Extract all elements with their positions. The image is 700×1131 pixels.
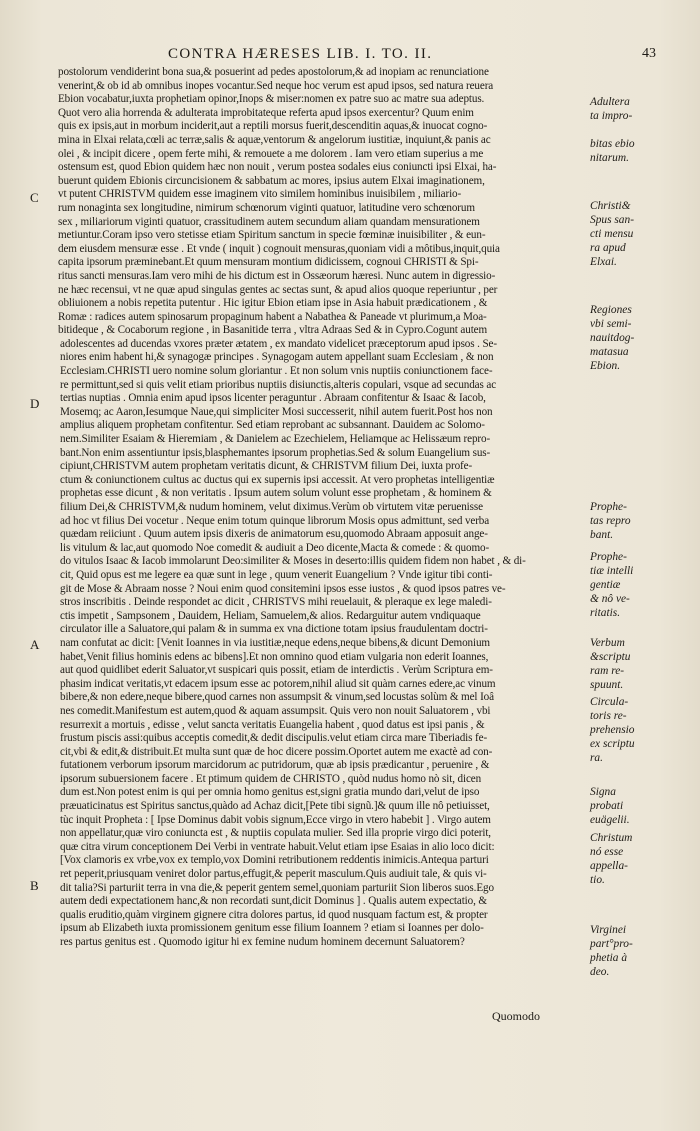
- text-line: dem eiusdem mensuræ esse . Et vnde ( inquit ) cognouit mensuras,quoniam vidi a môtibus,inquit,quia: [58, 242, 500, 255]
- margin-note: nauitdog-: [590, 332, 635, 344]
- margin-note: tiæ intelli: [590, 565, 634, 577]
- text-line: resurrexit a mortuis , edisse , velut sancta veritatis Euangelia habent , quod datus est ipsi panis , &: [60, 718, 485, 731]
- text-line: circulator ille a Saluatore,qui palam & in summa ex vna dictione totam ipsius fraudulentam doctri-: [60, 623, 488, 636]
- margin-note: &scriptu: [590, 651, 631, 663]
- margin-note: tas repro: [590, 515, 631, 527]
- text-line: adolescentes ad ducendas vxores præter ætatem , ex mandato videlicet præceptorum apud ipsos . Se-: [60, 337, 497, 350]
- margin-note: part°pro-: [590, 938, 633, 950]
- text-line: git de Mose & Abraam nosse ? Noui enim quod consitemini ipsos esse iustos , & quod ipsos patres ve-: [60, 582, 506, 595]
- text-line: metiuntur.Coram ipso vero stetisse etiam Spiritum sanctum in specie fœminæ inuisibiliter , & eun-: [58, 229, 486, 242]
- text-line: dit talia?Si parturiit terra in vna die,& peperit gentem semel,quoniam parturiit Sion liberos suos.Ego: [60, 881, 494, 894]
- text-line: quis ex ipsis,aut in morbum inciderit,aut a reptili morsus fuerit,descenditin aquas,& inuocat cogno-: [58, 120, 488, 133]
- text-line: ostensum est, quod Ebion quidem hæc non nouit , verum postea sodales eius coniuncti ipsi Elxai, ha-: [58, 161, 497, 174]
- margin-note: tio.: [590, 874, 605, 886]
- margin-note: ex scriptu: [590, 738, 635, 750]
- text-line: qualis eruditio,quàm virginem gignere citra dolores partus, id quod nusquam factum est, & propter: [60, 908, 488, 921]
- text-line: venerint,& ob id ab omnibus inopes vocantur.Sed neque hoc verum est apud ipsos, sed natura reuera: [58, 79, 494, 92]
- text-line: [Vox clamoris ex vrbe,vox ex templo,vox Domini retributionem reddentis inimicis.Antequa parturi: [60, 854, 489, 867]
- section-letter-b: B: [30, 878, 39, 893]
- text-line: nem.Similiter Esaiam & Hieremiam , & Danielem ac Ezechielem, Heliamque ac Helissæum repro-: [60, 433, 491, 446]
- margin-note: vbi semi-: [590, 318, 632, 330]
- text-line: quædam reiiciunt . Quum autem ipsis dixeris de animatorum esu,quomodo Abraam apposuit ange-: [60, 528, 488, 541]
- margin-note: ra.: [590, 752, 603, 764]
- margin-note: ta impro-: [590, 110, 633, 122]
- text-line: frustum piscis assi:quibus acceptis comedit,& dedit discipulis.velut etiam circa mare Tiberiadis fe-: [60, 732, 488, 745]
- text-line: ipsum ab Elizabeth iuxta promissionem genitum esse filium Ioannem ? etiam si Ioannes per dolo-: [60, 922, 484, 935]
- text-line: buerunt quidem Ebionis circuncisionem & sabbatum ac mores, ipsius autem Elxai imaginationem,: [58, 174, 485, 187]
- text-line: res partus genitus est . Quomodo igitur hi ex femine nudum hominem decernunt Saluatorem?: [60, 936, 465, 948]
- margin-note: ritatis.: [590, 607, 621, 619]
- text-line: amplius aliquem prophetam confitentur. Sed etiam reprobant ac subsannant. Dauidem ac Solomo-: [60, 419, 485, 432]
- text-line: mina in Elxai relata,cœli ac terræ,salis & aquæ,ventorum & angelorum iustitiæ, inquiunt,& panis ac: [58, 133, 491, 146]
- margin-note: Elxai.: [590, 256, 617, 268]
- text-line: quæ citra virum conceptionem Dei Verbi in ventrate habuit.Velut etiam ipse Esaias in alio loco dicit:: [60, 840, 495, 853]
- text-line: bitideque , & Cocaborum regione , in Basanitide terra , vltra Adraas Sed & in Cypro.Cogunt autem: [58, 324, 488, 337]
- margin-note: Christum: [590, 832, 633, 844]
- margin-note: probati: [590, 800, 624, 812]
- text-line: bant.Non enim assentiuntur ipsis,blasphemantes ipsorum prophetias.Sed & solum Euangelium sus-: [60, 446, 491, 459]
- catchword: Quomodo: [492, 1009, 540, 1023]
- text-line: cipiunt,CHRISTVM autem prophetam veritatis dicunt, & CHRISTVM filium Dei, iuxta profe-: [60, 460, 473, 473]
- margin-note: appella-: [590, 860, 628, 872]
- text-line: prophetas esse dicunt , & non veritatis . Ipsum autem solum volunt esse prophetam , & hominem &: [60, 487, 492, 500]
- margin-note: Virginei: [590, 924, 627, 936]
- text-line: Romæ : radices autem spinosarum propaginum habent a Nabathea & Paneade vt plurimum,a Moa-: [58, 310, 487, 323]
- margin-note: ram re-: [590, 665, 625, 677]
- margin-note: deo.: [590, 966, 610, 978]
- margin-note: cti mensu: [590, 228, 634, 240]
- margin-note: bitas ebio: [590, 138, 635, 150]
- margin-note: phetia à: [590, 952, 628, 964]
- main-text-block: [58, 66, 584, 950]
- margin-note: ra apud: [590, 242, 626, 254]
- margin-note: Regiones: [590, 304, 632, 316]
- margin-note: gentiæ: [590, 579, 621, 591]
- text-line: Quot vero alia horrenda & adulterata improbitateque referta apud ipsos exercentur? Quum enim: [58, 106, 474, 119]
- text-line: ipsorum subuersionem facere . Et ptimum quidem de CHRISTO , quòd nudus homo nò sit, dicen: [60, 772, 482, 785]
- text-line: niores enim habent hi,& synagogæ principes . Synagogam autem appellant suam Ecclesiam , & non: [60, 351, 494, 364]
- margin-note: euägelii.: [590, 814, 630, 826]
- text-line: stros inscribitis . Deinde respondet ac dicit , CHRISTVS mihi reuelauit, & pleraque ex lege maledi-: [60, 596, 492, 609]
- section-letter-a: A: [30, 637, 40, 652]
- text-line: vt putent CHRISTVM quidem esse imaginem vito similem hominibus inuisibilem , miliario-: [58, 188, 462, 201]
- text-line: filium Dei,& CHRISTVM,& nudum hominem, velut diximus.Verùm ob virtutem vitæ peruenisse: [60, 501, 483, 513]
- section-letter-d: D: [30, 396, 40, 411]
- text-line: capita ipsorum præminebant.Et quum mensuram montium didicissem, cognoui CHRISTI & Spi-: [58, 256, 479, 269]
- text-line: do vitulos Isaac & Iacob immolarunt Deo:similiter & Moses in deserto:illis quidem fidem non habet , & di-: [60, 555, 526, 568]
- text-line: cit,vbi & edit,& distribuit.Et multa sunt quæ de hoc dicere possim.Oportet autem me exactè ad con-: [60, 745, 493, 758]
- margin-note: nitarum.: [590, 152, 629, 164]
- text-line: ritus sancti mensuras.Iam vero mihi de his dictum est in Ossæorum hæresi. Nunc autem in digressio-: [58, 269, 496, 282]
- margin-note: prehensio: [590, 724, 635, 736]
- text-line: ad hoc vt filius Dei vocetur . Neque enim totum quinque librorum Mosis opus admittunt, sed verba: [60, 514, 490, 527]
- text-line: rum nonaginta sex longitudine, nimirum schœnorum viginti quatuor, latitudine vero schœnorum: [58, 201, 475, 214]
- text-line: lis vitulum & lac,aut quomodo Noe comedit & audiuit a Deo dicente,Macta & comede : & quomo-: [60, 541, 490, 554]
- text-line: autem dedi expectationem hanc,& non recordati sunt,dicit Dominus ] . Qualis autem expectatio, &: [60, 895, 487, 908]
- header-rule: [58, 64, 643, 65]
- text-line: ret peperit,priusquam veniret dolor partus,effugit,& peperit masculum.Quis audiuit tale, & quis vi-: [60, 868, 487, 881]
- margin-note: Signa: [590, 786, 616, 798]
- margin-note: toris re-: [590, 710, 627, 722]
- text-line: nes comedit.Manifestum est autem,quod & aquam assumpsit. Quis vero non nouit Saluatorem , vbi: [60, 704, 491, 717]
- page-number: 43: [642, 46, 656, 61]
- margin-note: & nô ve-: [590, 593, 630, 605]
- text-line: tertias nuptias . Omnia enim apud ipsos licenter peraguntur . Abraam confitentur & Isaac & Iacob,: [60, 392, 486, 405]
- margin-note: Adultera: [590, 96, 630, 108]
- margin-note: Prophe-: [590, 551, 627, 563]
- text-line: postolorum vendiderint bona sua,& posuerint ad pedes apostolorum,& ad inopiam ac renunciatione: [58, 66, 489, 78]
- margin-note: bant.: [590, 529, 614, 541]
- text-line: nam confutat ac dicit: [Venit Ioannes in via iustitiæ,neque edens,neque bibens,& dicunt Demonium: [60, 636, 490, 649]
- text-line: olei , & incipit dicere , opem ferte mihi, & remouete a me dolorem . Iam vero etiam superius a me: [58, 147, 484, 160]
- margin-note: Ebion.: [590, 360, 621, 372]
- text-line: phasim indicat veritatis,vt edacem ipsum esse ac potorem,nihil aliud sit quàm carnes edere,ac vinum: [60, 677, 496, 690]
- text-line: bibere,& non edere,neque bibere,quod carnes non assumpsit & vinum,sed locustas solùm & mel Ioâ: [60, 691, 494, 704]
- text-line: habet,Venit filius hominis edens ac bibens].Et non omnino quod etiam vulgaria non ederit Ioannes,: [60, 650, 489, 663]
- margin-note: Spus san-: [590, 214, 634, 226]
- margin-note: matasua: [590, 346, 629, 358]
- text-line: sex , miliariorum viginti quatuor, crassitudinem autem secundum aliam quandam mensurationem: [58, 215, 480, 228]
- text-line: Ebion vocabatur,iuxta prophetiam opinor,Inops & miser:nomen ex patre suo ac matre sua adeptus.: [58, 93, 485, 106]
- text-line: ctis impetit , Sampsonem , Dauidem, Heliam, Samuelem,& alios. Redarguitur autem vndiquaque: [60, 609, 481, 622]
- text-line: non appellatur,quæ viro coniuncta est , & nuptiis copulata mulier. Sed illa proprie virgo dici poterit,: [60, 827, 491, 840]
- text-line: re permittunt,sed si quis velit etiam prioribus nuptiis disiunctis,alteris copulari, vsque ad secundas ac: [60, 378, 497, 391]
- margin-note: Verbum: [590, 637, 625, 649]
- text-line: cit, Quid opus est me legere ea quæ sunt in lege , quum venerit Euangelium ? Vnde igitur tibi conti-: [60, 568, 493, 581]
- text-line: dum est.Non potest enim is qui per omnia homo genitus est,signi gratia mundo dari,velut de ipso: [60, 786, 480, 799]
- section-letter-c: C: [30, 190, 39, 205]
- text-line: futationem verborum ipsorum marcidorum ac putridorum, quæ ab ipsis prædicantur , peruenire , &: [60, 759, 490, 772]
- margin-note: Circula-: [590, 696, 629, 708]
- text-line: obliuionem a nobis repetita putentur . Hic igitur Ebion etiam ipse in Asia habuit prædicationem , &: [58, 297, 488, 310]
- margin-note: Christi&: [590, 200, 631, 212]
- margin-note: Prophe-: [590, 501, 627, 513]
- text-line: ne hæc recensui, vt ne quæ apud singulas gentes ac sectas sunt, & apud alios quoque reperiuntur , per: [58, 283, 498, 296]
- running-title: CONTRA HÆRESES LIB. I. TO. II.: [168, 46, 433, 62]
- text-line: ctum & coniunctionem cultus ac ductus qui ex supernis ipsi accessit. At vero prophetas intelligentiæ: [60, 473, 495, 486]
- text-line: tùc inquit Propheta : [ Ipse Dominus dabit vobis signum,Ecce virgo in vtero habebit ] . Virgo autem: [60, 813, 491, 826]
- text-line: aut quod quidlibet ederit Saluator,vt suspicari quis possit, etiam de interdictis . Verùm Scriptura em-: [60, 664, 493, 677]
- text-line: Mosemq; ac Aaron,Iesumque Naue,qui simpliciter Mosi successerit, nihil autem fuerit.Post hos non: [60, 405, 493, 418]
- text-line: præuaticinatus est Spiritus sanctus,quàdo ad Achaz dicit,[Pete tibi signũ.]& quum ille nô petiuisset,: [60, 800, 490, 813]
- margin-note: nó esse: [590, 846, 624, 858]
- text-line: Ecclesiam.CHRISTI uero nomine solum gloriantur . Et non solum vnis nuptiis coniunctionem face-: [60, 365, 493, 378]
- margin-note: spuunt.: [590, 679, 624, 691]
